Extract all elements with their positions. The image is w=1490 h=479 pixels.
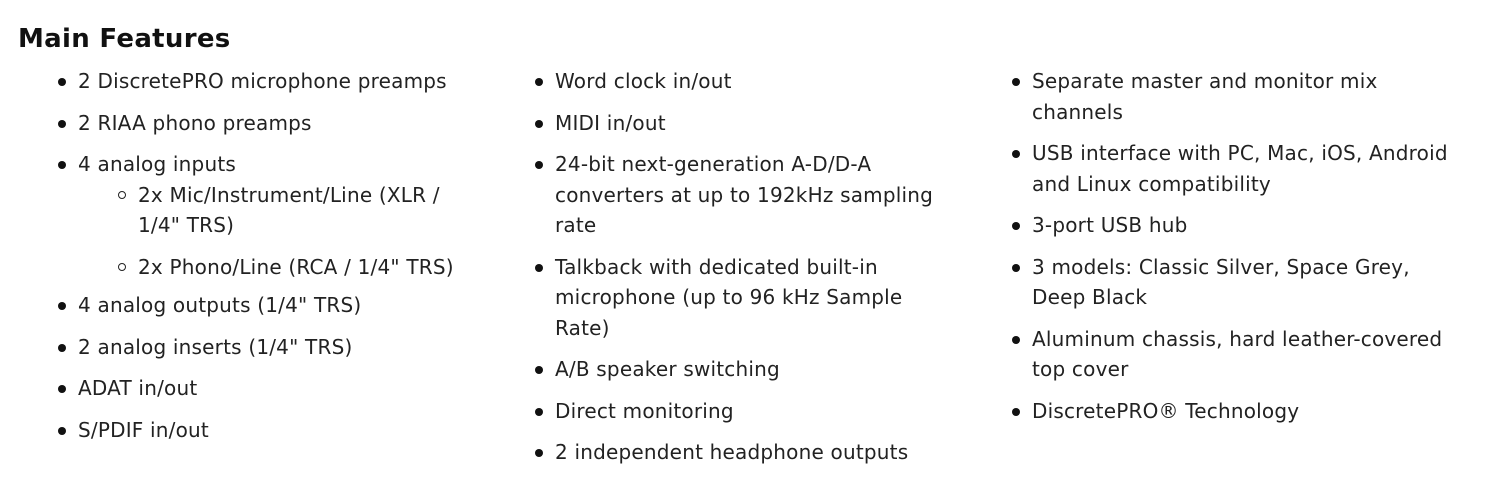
feature-item bbox=[58, 290, 478, 321]
feature-item bbox=[535, 66, 955, 97]
bullet-icon bbox=[535, 264, 543, 272]
feature-item bbox=[1012, 252, 1452, 313]
bullet-icon bbox=[1012, 336, 1020, 344]
features-column-3 bbox=[1012, 66, 1452, 437]
feature-text: 3 models: Classic Silver, Space Grey, Deep Black bbox=[1032, 254, 1410, 309]
bullet-icon bbox=[58, 78, 66, 86]
feature-text: Talkback with dedicated built-in microphone (up to 96 kHz Sample Rate) bbox=[555, 254, 903, 340]
bullet-icon bbox=[535, 78, 543, 86]
feature-text: 2 independent headphone outputs bbox=[555, 440, 909, 464]
feature-item bbox=[1012, 138, 1452, 199]
bullet-icon bbox=[58, 120, 66, 128]
feature-item bbox=[58, 108, 478, 139]
feature-text: 2 DiscretePRO microphone preamps bbox=[78, 69, 447, 93]
feature-text: Aluminum chassis, hard leather-covered top cover bbox=[1032, 326, 1443, 381]
feature-text: 4 analog outputs (1/4" TRS) bbox=[78, 293, 362, 317]
bullet-icon bbox=[58, 344, 66, 352]
feature-subtext: 2x Mic/Instrument/Line (XLR / 1/4" TRS) bbox=[138, 182, 440, 237]
feature-text: ADAT in/out bbox=[78, 376, 198, 400]
feature-item bbox=[1012, 324, 1452, 385]
bullet-icon bbox=[1012, 222, 1020, 230]
feature-text: Direct monitoring bbox=[555, 398, 734, 423]
feature-item bbox=[535, 396, 955, 427]
feature-item bbox=[58, 332, 478, 363]
feature-subitem bbox=[118, 180, 478, 241]
features-column-2 bbox=[535, 66, 955, 479]
bullet-icon bbox=[1012, 78, 1020, 86]
bullet-icon bbox=[535, 449, 543, 457]
bullet-icon bbox=[58, 427, 66, 435]
feature-item bbox=[1012, 66, 1452, 127]
feature-text: Separate master and monitor mix channels bbox=[1032, 69, 1378, 124]
bullet-icon bbox=[535, 366, 543, 374]
bullet-icon bbox=[535, 161, 543, 169]
feature-item bbox=[535, 108, 955, 139]
features-column-1 bbox=[58, 66, 478, 456]
feature-item bbox=[535, 354, 955, 385]
feature-text: USB interface with PC, Mac, iOS, Android and Linux compatibility bbox=[1032, 141, 1448, 196]
bullet-icon bbox=[58, 302, 66, 310]
hollow-bullet-icon bbox=[118, 263, 126, 271]
feature-text: 24-bit next-generation A-D/D-A converters at up to 192kHz sampling rate bbox=[555, 152, 934, 237]
feature-subitem bbox=[118, 252, 478, 283]
bullet-icon bbox=[535, 120, 543, 128]
feature-item bbox=[1012, 396, 1452, 427]
feature-item bbox=[58, 415, 478, 446]
section-title: Main Features bbox=[18, 24, 231, 54]
feature-text: 2 RIAA phono preamps bbox=[78, 110, 312, 135]
feature-item bbox=[58, 149, 478, 282]
feature-text: S/PDIF in/out bbox=[78, 417, 209, 442]
bullet-icon bbox=[1012, 150, 1020, 158]
feature-text: 4 analog inputs bbox=[78, 152, 236, 176]
feature-item bbox=[535, 437, 955, 468]
bullet-icon bbox=[1012, 408, 1020, 416]
feature-item bbox=[535, 252, 955, 344]
feature-item bbox=[58, 373, 478, 404]
feature-item bbox=[535, 149, 955, 241]
feature-subtext: 2x Phono/Line (RCA / 1/4" TRS) bbox=[138, 254, 454, 279]
bullet-icon bbox=[535, 408, 543, 416]
feature-sublist bbox=[78, 180, 478, 283]
feature-item bbox=[58, 66, 478, 97]
feature-text: DiscretePRO® Technology bbox=[1032, 398, 1300, 423]
feature-text: A/B speaker switching bbox=[555, 357, 780, 381]
feature-text: Word clock in/out bbox=[555, 69, 732, 93]
bullet-icon bbox=[1012, 264, 1020, 272]
feature-text: MIDI in/out bbox=[555, 110, 666, 135]
hollow-bullet-icon bbox=[118, 191, 126, 199]
feature-item bbox=[1012, 210, 1452, 241]
feature-text: 3-port USB hub bbox=[1032, 213, 1188, 237]
bullet-icon bbox=[58, 161, 66, 169]
bullet-icon bbox=[58, 385, 66, 393]
feature-text: 2 analog inserts (1/4" TRS) bbox=[78, 334, 353, 359]
